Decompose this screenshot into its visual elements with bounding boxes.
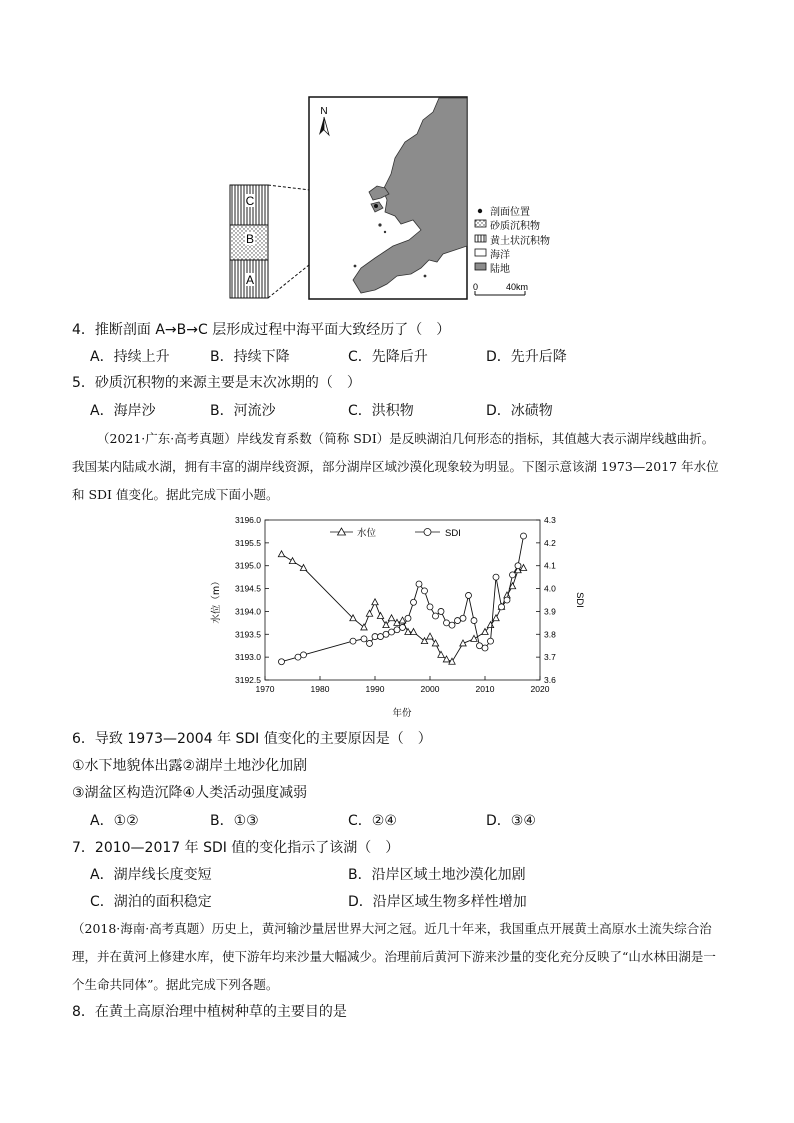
q7-option-a[interactable]: A．湖岸线长度变短: [90, 867, 212, 883]
right-tick-label: 4.2: [544, 537, 556, 548]
layer-label-b: B: [245, 232, 255, 246]
sdi-point: [383, 631, 389, 637]
legend-sdi: SDI: [445, 528, 461, 539]
sdi-point: [367, 640, 373, 646]
water-level-point: [405, 629, 411, 635]
map-svg: [225, 90, 555, 305]
right-axis-ticks: [536, 515, 556, 685]
sdi-point: [444, 620, 450, 626]
q7-option-d[interactable]: D．沿岸区域生物多样性增加: [348, 894, 527, 910]
left-tick-label: 3196.0: [235, 515, 261, 525]
left-tick-label: 3193.5: [235, 629, 261, 640]
q5-option-a[interactable]: A．海岸沙: [90, 403, 156, 419]
sdi-point: [350, 638, 356, 644]
legend-sand: 砂质沉积物: [490, 221, 540, 232]
left-tick-label: 3195.5: [235, 537, 261, 548]
sdi-point: [460, 615, 466, 621]
layer-label-c: C: [245, 194, 255, 208]
water-level-point: [427, 633, 433, 639]
legend-ocean: 海洋: [490, 250, 510, 261]
sdi-point: [504, 597, 510, 603]
water-level-point: [438, 651, 444, 657]
x-tick-label: 1990: [365, 684, 385, 694]
legend-loess: 黄土状沉积物: [490, 236, 550, 247]
scale-distance: 40km: [506, 282, 529, 292]
legend-land: 陆地: [490, 264, 510, 275]
right-tick-label: 3.7: [544, 652, 556, 663]
sdi-point: [477, 643, 483, 649]
water-level-point: [366, 610, 372, 616]
question-6-stem: 6．导致 1973—2004 年 SDI 值变化的主要原因是（ ）: [72, 731, 432, 747]
q6-statements-3-4: ③湖盆区构造沉降④人类活动强度减弱: [72, 785, 308, 801]
sdi-point: [405, 615, 411, 621]
q6-option-c[interactable]: C．②④: [348, 813, 397, 829]
passage-2018-hainan: （2018·海南·高考真题）历史上，黄河输沙量居世界大河之冠。近几十年来，我国重点开展黄土高原水土流失综合治理，并在黄河上修建水库，使下游年均来沙量大幅减少。治理前后黄河下游来沙量的变化充分反映了“山水林田湖是一个生命共同体”。据此完成下列各题。: [72, 921, 716, 992]
water-level-point: [493, 615, 499, 621]
right-tick-label: 3.8: [544, 629, 556, 640]
question-5-stem: 5．砂质沉积物的来源主要是末次冰期的（ ）: [72, 375, 361, 391]
x-tick-label: 2000: [420, 684, 440, 694]
sdi-point: [510, 572, 516, 578]
right-tick-label: 4.1: [544, 560, 556, 571]
q7-option-c[interactable]: C．湖泊的面积稳定: [90, 894, 212, 910]
water-level-sdi-chart: [205, 510, 585, 722]
q6-option-b[interactable]: B．①③: [210, 813, 259, 829]
legend-water-level: 水位: [357, 528, 377, 539]
x-tick-label: 1970: [255, 684, 275, 694]
y-axis-right-label: SDI: [574, 592, 585, 608]
q5-option-d[interactable]: D．冰碛物: [486, 403, 553, 419]
sdi-point: [389, 629, 395, 635]
y-axis-left-label: 水位（m）: [211, 576, 222, 624]
sdi-point: [466, 592, 472, 598]
left-tick-label: 3194.5: [235, 583, 261, 594]
sdi-point: [493, 574, 499, 580]
q7-option-b[interactable]: B．沿岸区域土地沙漠化加剧: [348, 867, 526, 883]
q6-option-d[interactable]: D．③④: [486, 813, 536, 829]
water-level-point: [278, 551, 284, 557]
sdi-point: [394, 627, 400, 633]
sdi-point: [361, 636, 367, 642]
left-tick-label: 3194.0: [235, 606, 261, 617]
left-tick-label: 3192.5: [235, 675, 261, 685]
question-4-stem: 4．推断剖面 A→B→C 层形成过程中海平面大致经历了（ ）: [72, 322, 451, 338]
water-level-point: [372, 599, 378, 605]
sdi-point: [515, 563, 521, 569]
x-axis-label: 年份: [392, 708, 412, 719]
water-level-point: [361, 624, 367, 630]
sdi-point: [521, 533, 527, 539]
right-tick-label: 4.0: [544, 583, 556, 594]
sdi-point: [427, 604, 433, 610]
left-tick-label: 3193.0: [235, 652, 261, 663]
x-axis-ticks: [256, 676, 550, 694]
chart-series: [278, 533, 526, 665]
scale-zero: 0: [473, 282, 479, 292]
series-line-sdi: [282, 536, 524, 662]
left-axis-ticks: [235, 515, 269, 685]
sdi-point: [449, 622, 455, 628]
layer-label-a: A: [245, 273, 255, 287]
map-legend: [475, 209, 486, 270]
right-tick-label: 3.9: [544, 606, 556, 617]
sdi-point: [400, 624, 406, 630]
sdi-point: [499, 604, 505, 610]
sdi-point: [433, 613, 439, 619]
sdi-point: [416, 581, 422, 587]
water-level-point: [289, 558, 295, 564]
x-tick-label: 2020: [530, 684, 550, 694]
q4-option-a[interactable]: A．持续上升: [90, 349, 170, 365]
legend-profile-location: 剖面位置: [490, 207, 530, 218]
water-level-point: [410, 629, 416, 635]
q4-option-d[interactable]: D．先升后降: [486, 349, 567, 365]
sdi-point: [422, 588, 428, 594]
sdi-point: [471, 618, 477, 624]
sdi-point: [482, 645, 488, 651]
x-tick-label: 2010: [475, 684, 495, 694]
q6-option-a[interactable]: A．①②: [90, 813, 139, 829]
sdi-point: [295, 654, 301, 660]
sdi-point: [279, 659, 285, 665]
q5-option-b[interactable]: B．河流沙: [210, 403, 276, 419]
left-tick-label: 3195.0: [235, 560, 261, 571]
q5-option-c[interactable]: C．洪积物: [348, 403, 414, 419]
sdi-point: [488, 638, 494, 644]
water-level-point: [300, 565, 306, 571]
question-8-stem: 8．在黄土高原治理中植树种草的主要目的是: [72, 1004, 347, 1020]
water-level-point: [471, 635, 477, 641]
sdi-point: [411, 599, 417, 605]
sdi-point: [455, 618, 461, 624]
x-tick-label: 1980: [310, 684, 330, 694]
q4-option-b[interactable]: B．持续下降: [210, 349, 290, 365]
north-label: N: [320, 106, 328, 117]
water-level-point: [388, 615, 394, 621]
right-tick-label: 3.6: [544, 675, 556, 685]
right-tick-label: 4.3: [544, 515, 556, 525]
question-7-stem: 7．2010—2017 年 SDI 值的变化指示了该湖（ ）: [72, 840, 400, 856]
q6-statements-1-2: ①水下地貌体出露②湖岸土地沙化加剧: [72, 758, 308, 774]
chart-legend: [330, 528, 440, 536]
chart-svg: [205, 510, 585, 722]
sdi-point: [438, 608, 444, 614]
sdi-point: [301, 652, 307, 658]
profile-location-point: [374, 204, 378, 208]
map-figure: [225, 90, 555, 305]
water-level-point: [377, 613, 383, 619]
sdi-point: [378, 634, 384, 640]
passage-2021-guangdong: （2021·广东·高考真题）岸线发育系数（简称 SDI）是反映湖泊几何形态的指标，其值越大表示湖岸线越曲折。我国某内陆咸水湖，拥有丰富的湖岸线资源，部分湖岸区域沙漠化现象较为明显。下图示意该湖 1973—2017 年水位和 SDI 值变化。据此完成下面小题。: [72, 431, 719, 502]
q4-option-c[interactable]: C．先降后升: [348, 349, 428, 365]
